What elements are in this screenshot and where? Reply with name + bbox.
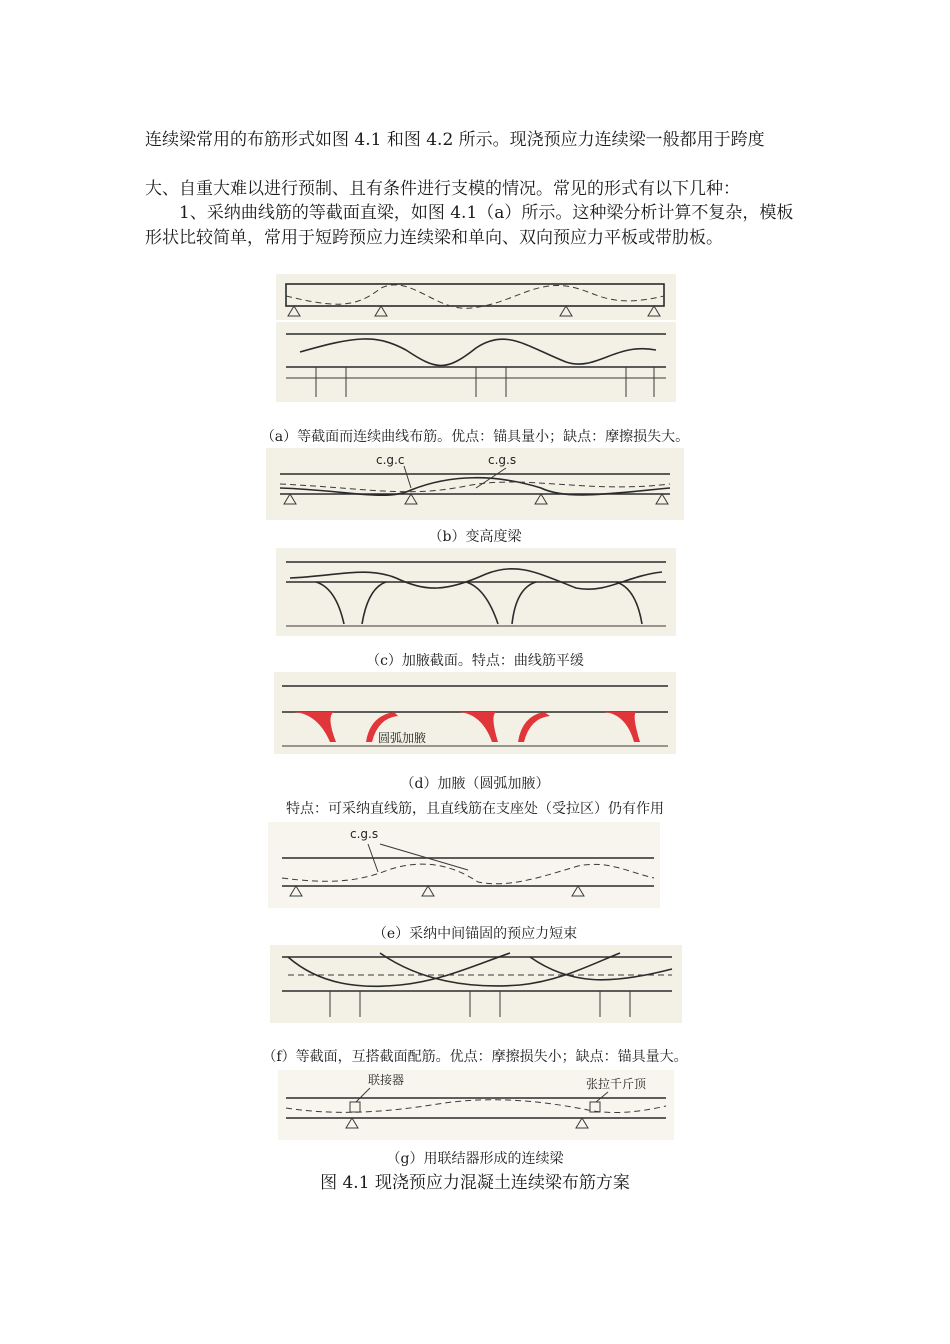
figure-a-beam [276,274,676,320]
label-cgs: c.g.s [488,453,517,467]
label-e-cgs: c.g.s [350,827,379,841]
caption-g: （g）用联结器形成的连续梁 [386,1151,564,1167]
figure-g [278,1070,674,1140]
caption-a: （a）等截面而连续曲线布筋。优点：锚具量小；缺点：摩擦损失大。 [260,429,690,445]
label-jack: 张拉千斤顶 [586,1077,647,1091]
figure-f [270,945,682,1023]
label-cgc: c.g.c [376,453,405,467]
caption-e: （e）采纳中间锚固的预应力短束 [372,926,578,942]
label-circular-haunch: 圆弧加腋 [378,731,427,745]
caption-d: （d）加腋（圆弧加腋） [400,776,550,792]
figure-c [276,548,676,636]
caption-c: （c）加腋截面。特点：曲线筋平缓 [366,653,584,669]
intro-paragraph-2: 1、采纳曲线筋的等截面直梁，如图 4.1（a）所示。这种梁分析计算不复杂，模板形状比较简单，常用于短跨预应力连续梁和单向、双向预应力平板或带肋板。 [145,203,794,248]
caption-f: （f）等截面，互搭截面配筋。优点：摩擦损失小；缺点：锚具量大。 [262,1049,688,1065]
figure-e [268,822,660,908]
intro-line-2: 大、自重大难以进行预制、且有条件进行支模的情况。常见的形式有以下几种： [145,179,740,199]
caption-d-note: 特点：可采纳直线筋，且直线筋在支座处（受拉区）仍有作用 [286,801,664,817]
caption-b: （b）变高度梁 [428,529,522,545]
figure-b [266,448,684,520]
figure-d [274,672,676,754]
label-coupler: 联接器 [368,1073,405,1087]
figure-4-1-title: 图 4.1 现浇预应力混凝土连续梁布筋方案 [320,1173,630,1193]
intro-line-1: 连续梁常用的布筋形式如图 4.1 和图 4.2 所示。现浇预应力连续梁一般都用于跨度 [145,130,765,150]
figure-a-elevation [276,322,676,402]
